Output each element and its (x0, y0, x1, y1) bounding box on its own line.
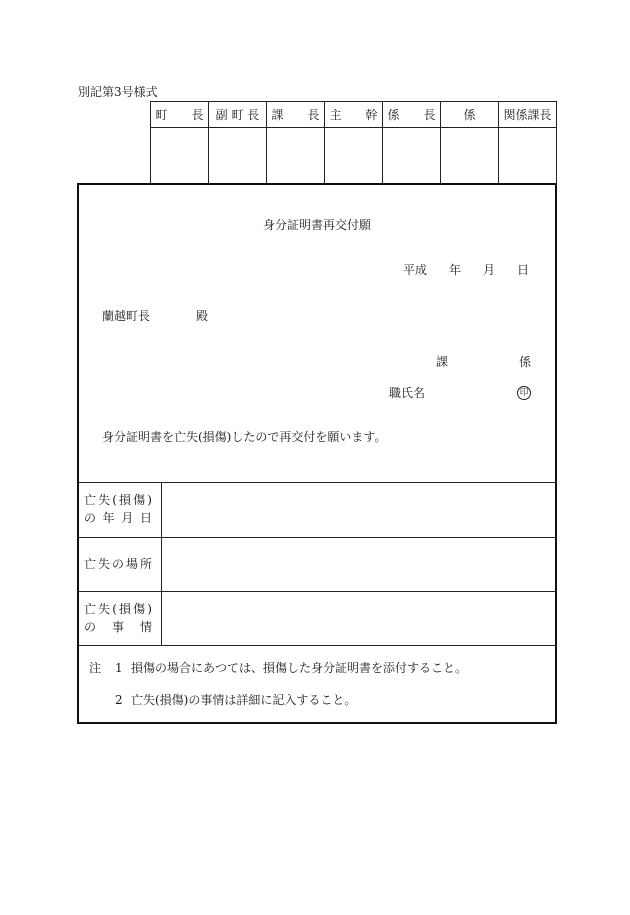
note-number: 1 (115, 661, 123, 675)
applicant-name-label: 職氏名 (389, 386, 426, 400)
approval-header-deputy-mayor: 副 町 長 (209, 102, 267, 128)
form-number: 別記第3号様式 (78, 85, 158, 99)
approval-stamp-row (151, 128, 557, 184)
seal-icon: 印 (517, 386, 531, 400)
date-era: 平成 (403, 263, 428, 277)
approval-header-related-chief: 関係課長 (499, 102, 557, 128)
form-title: 身分証明書再交付願 (262, 218, 371, 232)
approval-header-mayor: 町 長 (151, 102, 209, 128)
department-subsection-label: 係 (519, 355, 532, 369)
loss-circumstances-field (162, 592, 555, 645)
approval-stamp-cell (499, 128, 557, 184)
approval-header-unit-chief: 係 長 (383, 102, 441, 128)
loss-place-field (162, 538, 555, 591)
approval-header-staff: 係 (441, 102, 499, 128)
approval-stamp-table (150, 101, 557, 184)
detail-label: の 事 情 (84, 620, 152, 634)
date-year-label: 年 (449, 263, 462, 277)
addressee-honorific: 殿 (196, 309, 209, 323)
notes-prefix: 注 (89, 661, 102, 675)
approval-stamp-cell (325, 128, 383, 184)
date-month-label: 月 (483, 263, 496, 277)
note-text: 亡失(損傷)の事情は詳細に記入すること。 (131, 693, 357, 707)
detail-label: 亡失(損傷) (84, 602, 152, 616)
application-form (77, 183, 557, 724)
department-section-label: 課 (436, 355, 449, 369)
note-number: 2 (115, 693, 123, 707)
detail-label: 亡失の場所 (84, 557, 152, 571)
approval-stamp-cell (441, 128, 499, 184)
approval-header-supervisor: 主 幹 (325, 102, 383, 128)
request-statement: 身分証明書を亡失(損傷)したので再交付を願います。 (102, 430, 387, 444)
approval-header-row (151, 102, 557, 128)
approval-stamp-cell (151, 128, 209, 184)
approval-stamp-cell (267, 128, 325, 184)
date-day-label: 日 (517, 263, 530, 277)
note-text: 損傷の場合にあつては、損傷した身分証明書を添付すること。 (131, 661, 468, 675)
divider (79, 645, 555, 646)
addressee-name: 蘭越町長 (102, 309, 151, 323)
detail-label: の 年 月 日 (84, 511, 152, 525)
approval-stamp-cell (383, 128, 441, 184)
detail-label: 亡失(損傷) (84, 493, 152, 507)
approval-header-section-chief: 課 長 (267, 102, 325, 128)
loss-date-field (162, 483, 555, 537)
approval-stamp-cell (209, 128, 267, 184)
